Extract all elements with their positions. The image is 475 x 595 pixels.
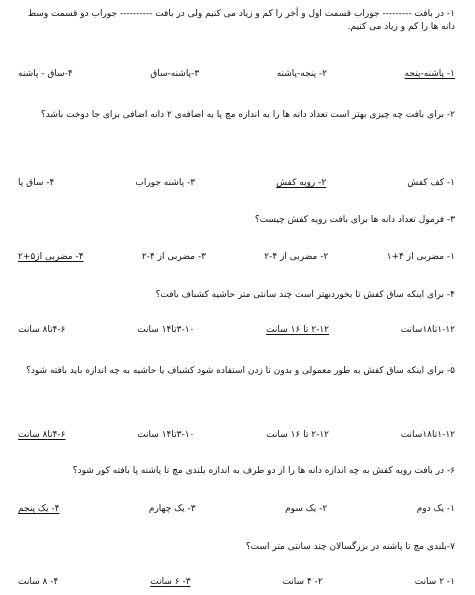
option-answer: ۲- رویه کفش: [276, 178, 327, 188]
option: ۳-۱۰تا۱۴ سانت: [137, 325, 195, 335]
option-answer: ۲-۱۲ تا ۱۶ سانت: [266, 325, 329, 335]
option: ۲-۱۲ تا ۱۶ سانت: [266, 430, 329, 440]
question-text: ۵- برای اینکه ساق کفش به طور معمولی و بدون تا زدن استفاده شود کشباف یا حاشیه به چه اندازه باید بافته شود؟: [26, 366, 455, 376]
option: ۳-پاشنه-ساق: [150, 69, 200, 79]
option: ۳-۱۰تا۱۴ سانت: [137, 430, 195, 440]
question-text: ۲- برای بافت چه چیزی بهتر است تعداد دانه ها را به اندازه مچ پا به اضافه‌ی ۲ دانه اضافی برای جا دوخت باشد؟: [40, 110, 455, 120]
options-row: [18, 177, 455, 190]
option: ۲- پنجه-پاشنه: [276, 69, 328, 79]
option: ۱-۱۲تا۱۸سانت: [400, 325, 455, 335]
option: ۱- مضربی از ۴+۱: [386, 252, 455, 262]
options-row: [18, 68, 455, 81]
option: ۴-۶تا۸ سانت: [18, 325, 66, 335]
option: ۱- کف کفش: [407, 178, 455, 188]
options-row: [18, 429, 455, 442]
option: ۲- ۴ سانت: [282, 577, 323, 587]
options-row: [18, 503, 455, 516]
option: ۳- یک چهارم: [148, 504, 196, 514]
question-text: ۷-بلندی مچ تا پاشنه در بزرگسالان چند سانتی متر است؟: [245, 542, 455, 552]
options-row: [18, 576, 455, 589]
question-text: ۴- برای اینکه ساق کفش تا بخوردبهتر است چند سانتی متر حاشیه کشباف بافت؟: [155, 290, 455, 300]
option: ۴- ۸ سانت: [18, 577, 59, 587]
question-text: ۱- در بافت --------- جوراب قسمت اول و آخر را کم و زیاد می کنیم ولی در بافت ---------- جوراب دو قسمت وسط دانه ها را کم و زیاد می کنیم.: [27, 9, 455, 32]
option: ۴-ساق - پاشنه: [18, 69, 73, 79]
option: ۱-۱۲تا۱۸سانت: [400, 430, 455, 440]
option-answer: ۱- پاشنه-پنجه: [404, 69, 455, 79]
option-answer: ۴-۶تا۸ سانت: [18, 430, 66, 440]
option: ۱- یک دوم: [416, 504, 455, 514]
option-answer: ۴- مضربی از۵+۲: [18, 252, 84, 262]
options-row: [18, 251, 455, 264]
option: ۲- مضربی از ۴-۲: [264, 252, 329, 262]
option: ۴- ساق پا: [18, 178, 55, 188]
option: ۳- مضربی از ۴-۲: [141, 252, 206, 262]
option: ۳- پاشنه جوراب: [135, 178, 196, 188]
option: ۱- ۲ سانت: [414, 577, 455, 587]
option-answer: ۴- یک پنجم: [18, 504, 60, 514]
question-text: ۶- در بافت رویه کفش به چه اندازه دانه ها را از دو طرف به اندازه بلندی مچ تا پاشنه پا بافته کور شود؟: [72, 466, 455, 476]
question-text: ۳- فرمول تعداد دانه ها برای بافت رویه کفش چیست؟: [254, 215, 455, 225]
option: ۲- یک سوم: [285, 504, 328, 514]
option-answer: ۳- ۶ سانت: [150, 577, 191, 587]
options-row: [18, 324, 455, 337]
